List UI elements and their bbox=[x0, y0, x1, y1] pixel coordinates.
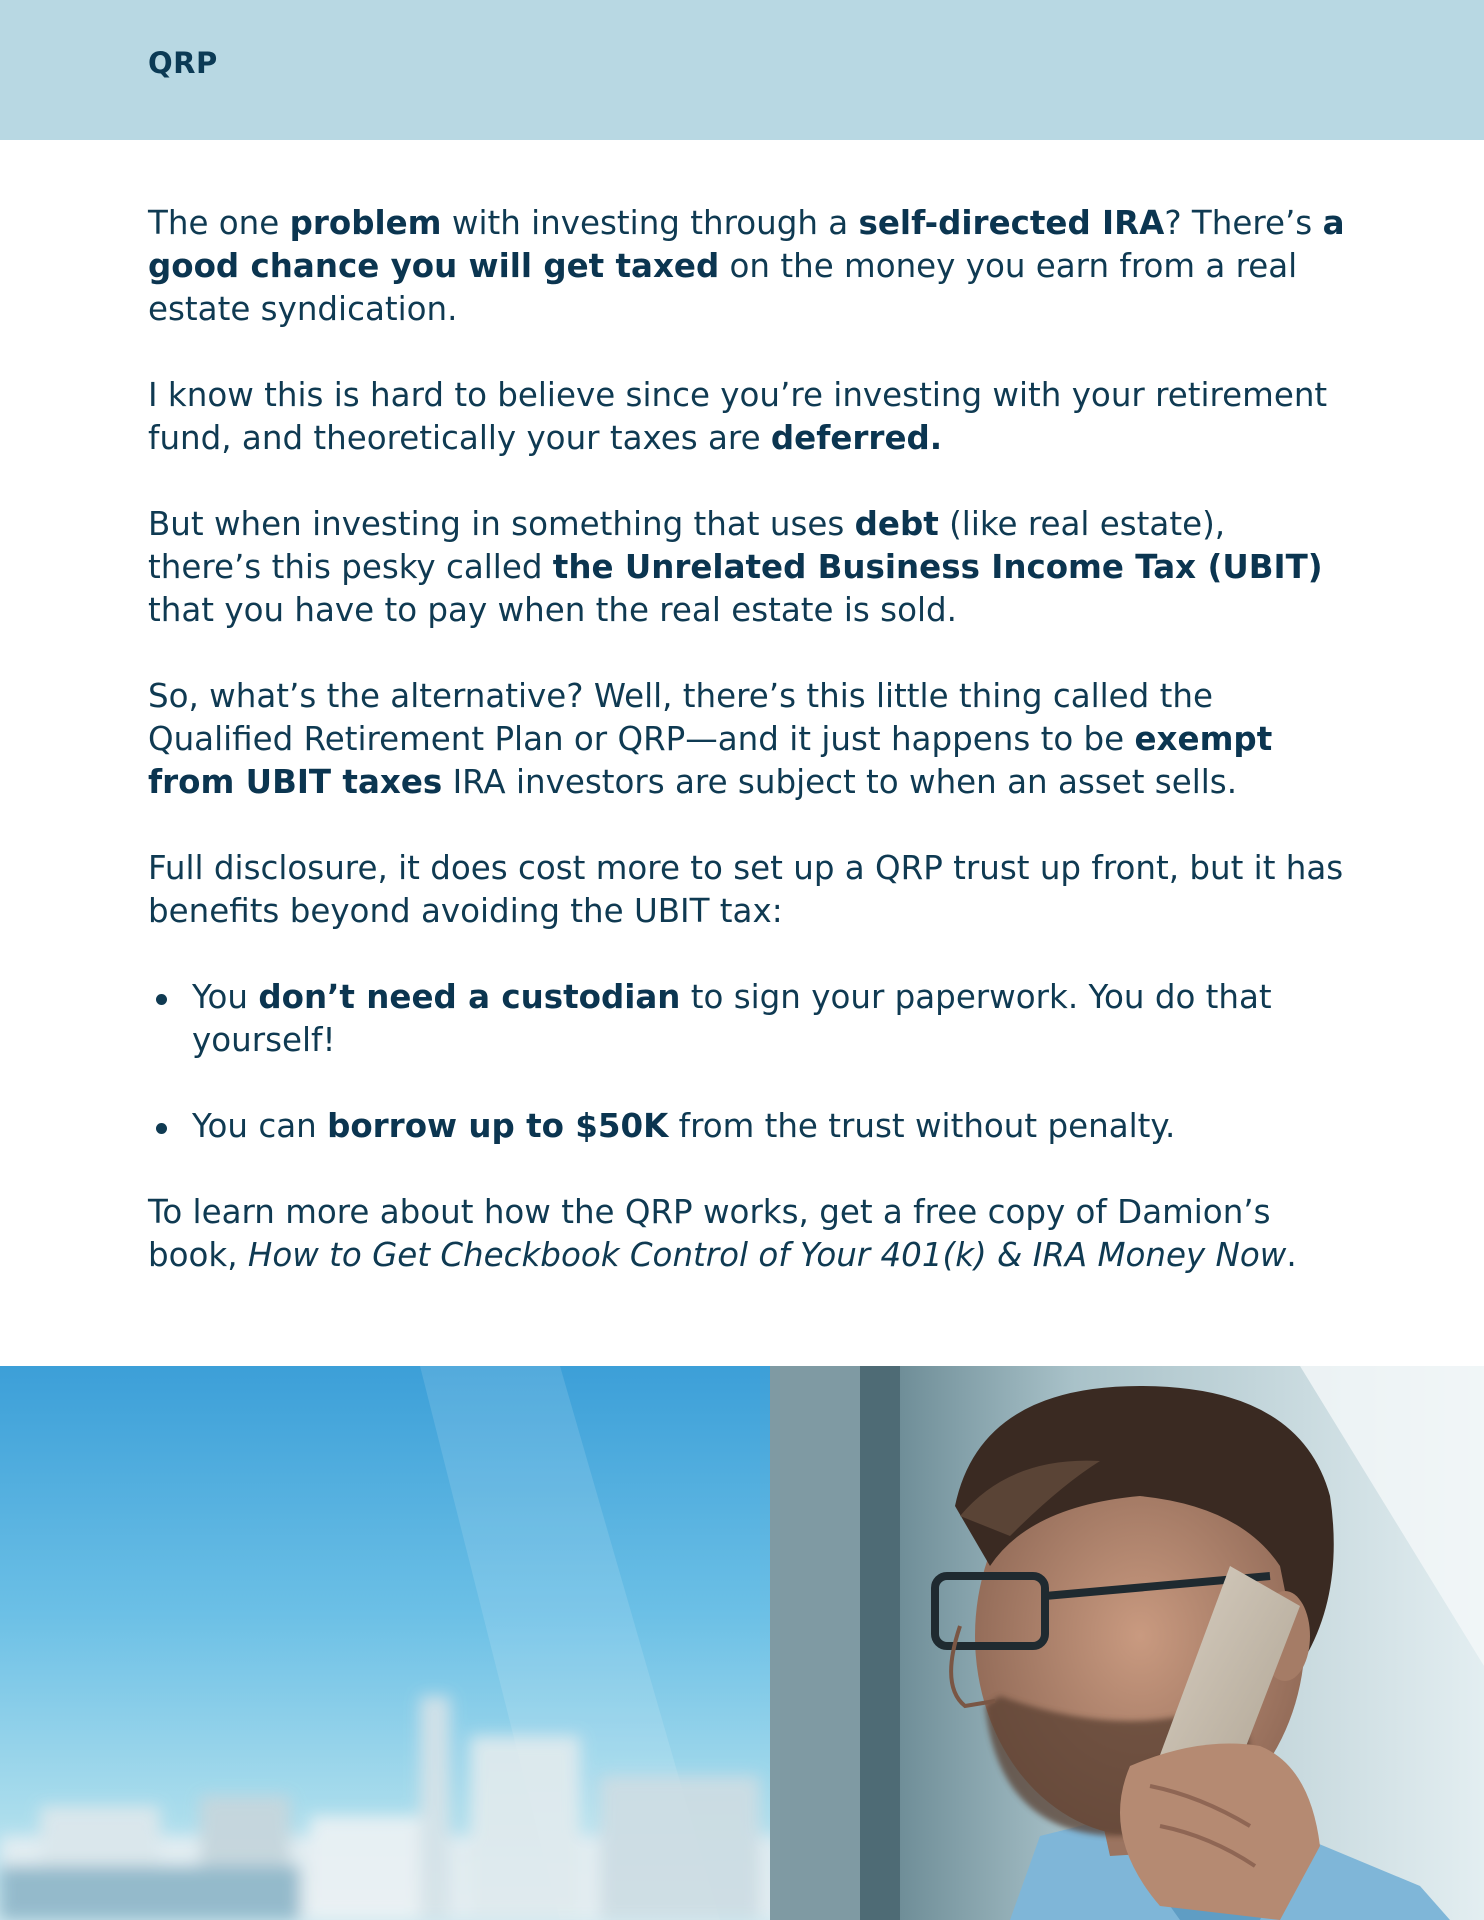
text-span: Full disclosure, it does cost more to set up a QRP trust up front, but it has benefits beyond avoiding the UBIT tax: bbox=[148, 849, 1344, 930]
list-item bbox=[148, 976, 1348, 1062]
text-span: So, what’s the alternative? Well, there’s this little thing called the Qualified Retirement Plan or QRP—and it just happens to be bbox=[148, 677, 1213, 758]
bold-custodian: don’t need a custodian bbox=[258, 978, 681, 1016]
text-span: (like real estate), there’s this pesky called bbox=[148, 505, 1226, 586]
text-span: that you have to pay when the real estate is sold. bbox=[148, 591, 957, 629]
bold-deferred: deferred. bbox=[770, 419, 943, 457]
text-span: But when investing in something that uses bbox=[148, 505, 855, 543]
bold-ubit: the Unrelated Business Income Tax (UBIT) bbox=[552, 548, 1323, 586]
bullet-icon bbox=[156, 994, 167, 1005]
text-span: To learn more about how the QRP works, get a free copy of Damion’s book, bbox=[148, 1193, 1271, 1274]
paragraph-learn-more bbox=[148, 1191, 1348, 1277]
article-body bbox=[148, 202, 1348, 1320]
text-span: with investing through a bbox=[441, 204, 859, 242]
text-span: The one bbox=[148, 204, 290, 242]
paragraph-alternative bbox=[148, 675, 1348, 804]
bold-problem: problem bbox=[289, 204, 442, 242]
page-title: QRP bbox=[148, 46, 218, 80]
text-span: You can bbox=[192, 1107, 328, 1145]
text-span: from the trust without penalty. bbox=[668, 1107, 1176, 1145]
text-span: to sign your paperwork. You do that yourself! bbox=[192, 978, 1272, 1059]
benefits-list bbox=[148, 976, 1348, 1148]
text-span: ? There’s bbox=[1164, 204, 1323, 242]
bold-borrow: borrow up to $50K bbox=[327, 1107, 669, 1145]
text-span: You bbox=[192, 978, 259, 1016]
bold-exempt: exempt from UBIT taxes bbox=[148, 720, 1273, 801]
bold-self-directed-ira: self-directed IRA bbox=[858, 204, 1165, 242]
book-title: How to Get Checkbook Control of Your 401(k) & IRA Money Now bbox=[247, 1236, 1287, 1274]
paragraph-debt bbox=[148, 503, 1348, 632]
paragraph-deferred bbox=[148, 374, 1348, 460]
bold-taxed: a good chance you will get taxed bbox=[148, 204, 1345, 285]
header-band bbox=[0, 0, 1484, 140]
text-span: . bbox=[1286, 1236, 1297, 1274]
paragraph-disclosure bbox=[148, 847, 1348, 933]
text-span: IRA investors are subject to when an asset sells. bbox=[442, 763, 1238, 801]
text-span: on the money you earn from a real estate syndication. bbox=[148, 247, 1298, 328]
man-on-phone-photo bbox=[0, 1366, 1484, 1920]
text-span: I know this is hard to believe since you’re investing with your retirement fund, and theoretically your taxes are bbox=[148, 376, 1328, 457]
paragraph-ubit-problem bbox=[148, 202, 1348, 331]
list-item bbox=[148, 1105, 1348, 1148]
bold-debt: debt bbox=[854, 505, 939, 543]
bullet-icon bbox=[156, 1123, 167, 1134]
